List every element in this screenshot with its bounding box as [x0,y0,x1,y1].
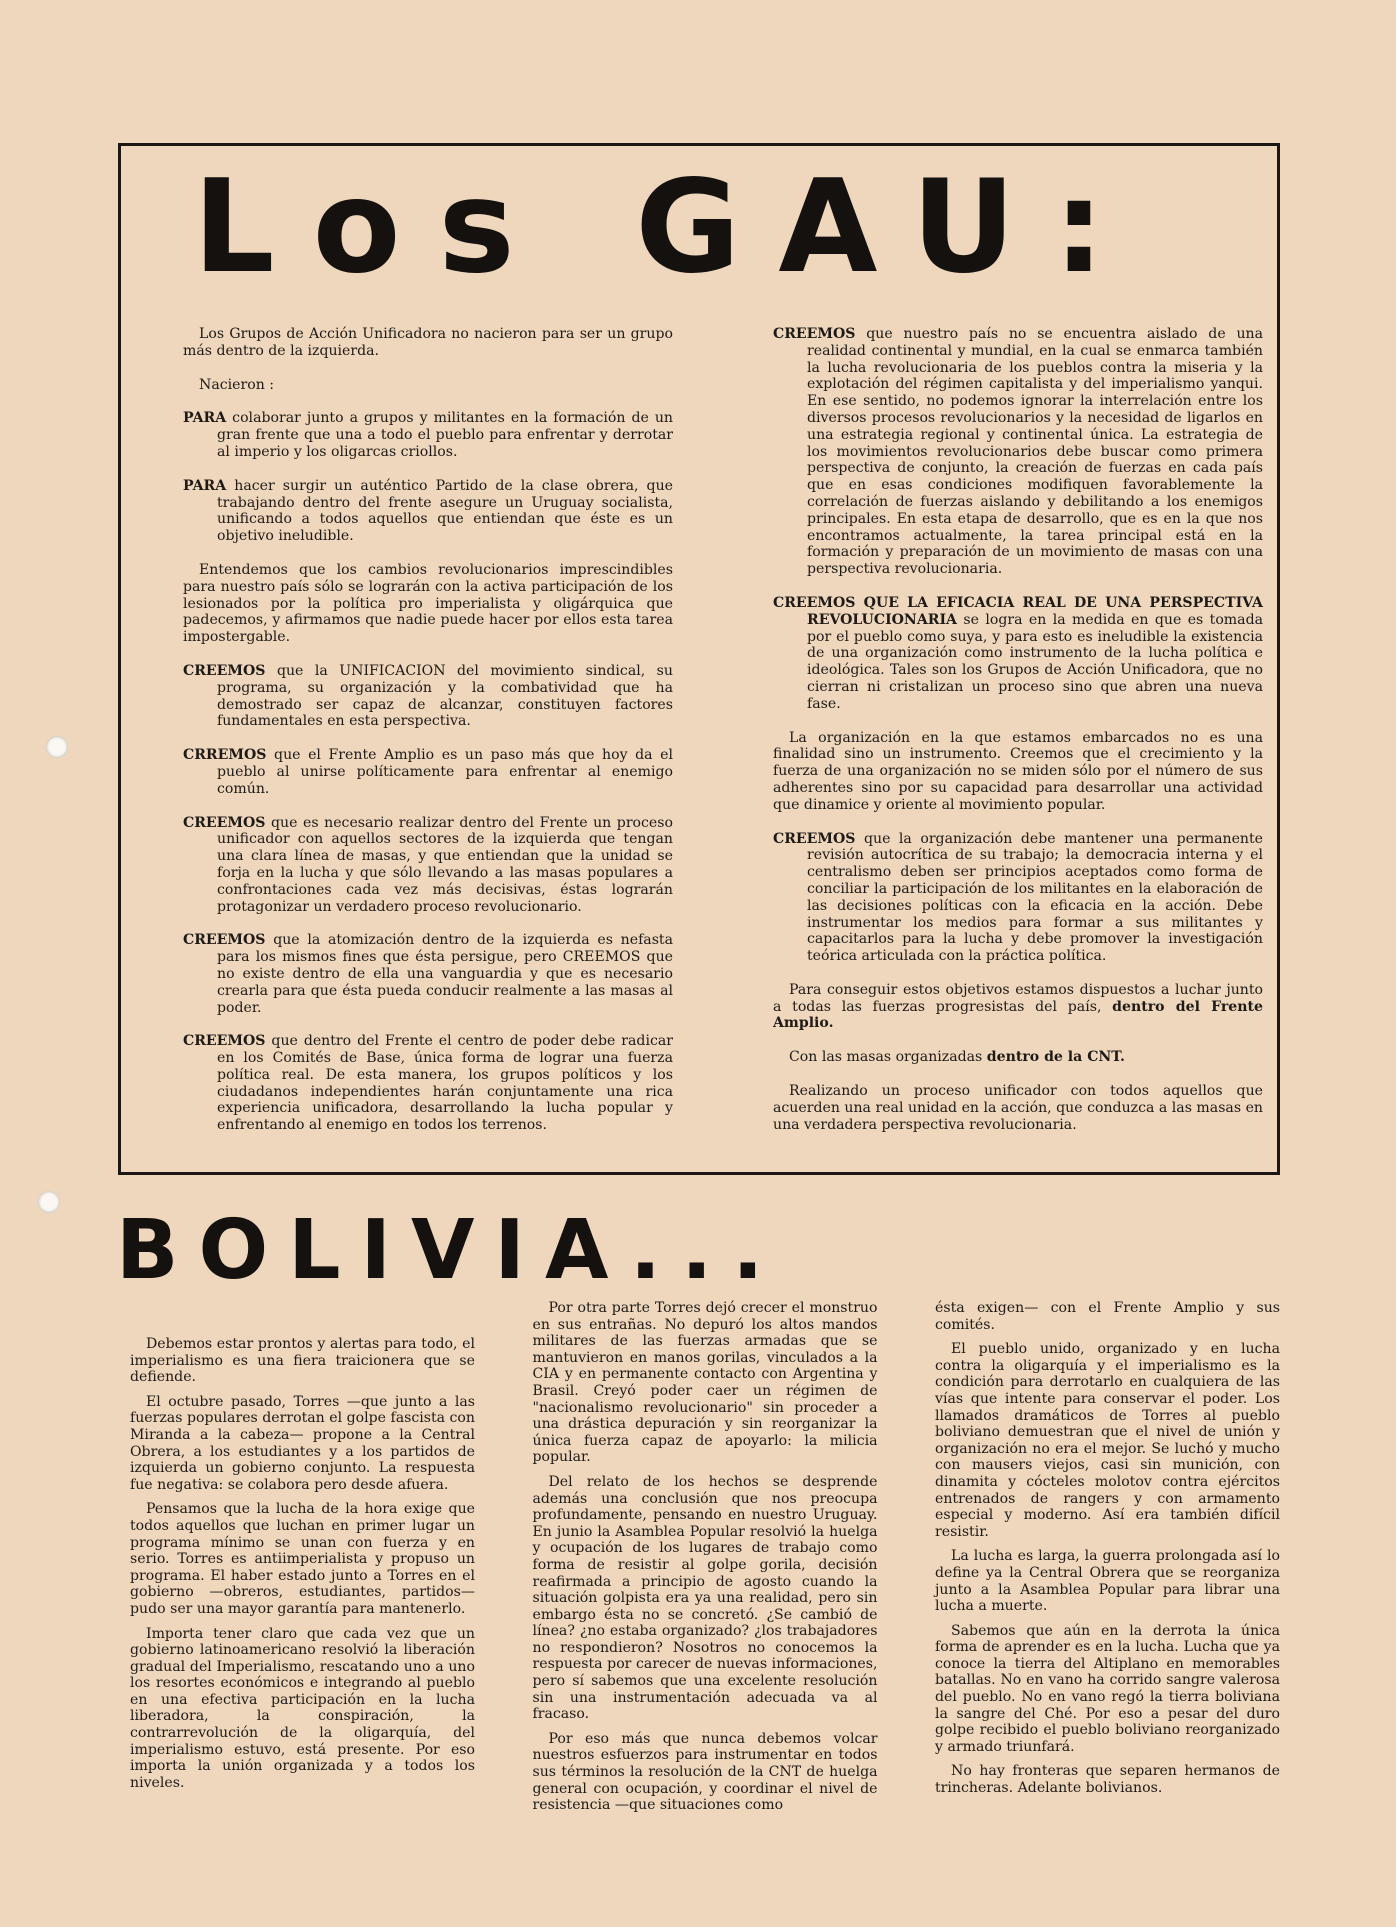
bolivia-paragraph: La lucha es larga, la guerra prolongada así lo define ya la Central Obrera que se reorganiza junto a la Asamblea Popular para librar una lucha a muerte. [935,1548,1280,1615]
bolivia-paragraph: ésta exigen— con el Frente Amplio y sus comités. [935,1300,1280,1333]
gau-paragraph-text: colaborar junto a grupos y militantes en la formación de un gran frente que una a todo el pueblo para enfrentar y derrotar al imperio y los oligarcas criollos. [217,410,673,460]
gau-paragraph-lead: PARA [183,477,227,494]
bolivia-headline: BOLIVIA... [116,1203,784,1298]
bolivia-paragraph: Por otra parte Torres dejó crecer el monstruo en sus entrañas. No depuró los altos mandos militares de las fuerzas armadas que se mantuvieron en manos gorilas, vinculados a la CIA y en permanente contacto con Argentina y Brasil. Creyó poder caer un régimen de "nacionalismo revolucionario" sin proceder a una drástica depuración y sin reorganizar la única fuerza capaz de apoyarlo: la milicia popular. [532,1300,878,1466]
gau-paragraph-lead: CREEMOS [183,1033,266,1050]
bolivia-paragraph: El octubre pasado, Torres —que junto a las fuerzas populares derrotan el golpe fascista con Miranda a la cabeza— propone a la Central Obrera, a los estudiantes y a los partidos de izquierda un gobierno conjunto. La respuesta fue negativa: se colabora pero desde afuera. [130,1393,475,1493]
bolivia-paragraph: Pensamos que la lucha de la hora exige que todos aquellos que luchan en primer lugar un programa mínimo se unan con fuerza y en serio. Torres es antiimperialista y propuso un programa. El haber estado junto a Torres en el gobierno —obreros, estudiantes, partidos— pudo ser una mayor garantía para mantenerlo. [130,1501,475,1617]
gau-paragraph-lead: CREEMOS [183,932,266,949]
gau-paragraph [183,377,673,394]
gau-paragraph-lead: CREEMOS [773,830,856,847]
gau-article-box [118,143,1280,1175]
bolivia-column-3 [935,1300,1280,1822]
gau-paragraph-lead: CREEMOS QUE LA EFICACIA REAL DE UNA PERSPECTIVA REVOLUCIONARIA [773,594,1263,628]
gau-paragraph [773,326,1263,578]
gau-paragraph-text: que el Frente Amplio es un paso más que hoy da el pueblo al unirse políticamente para enfrentar al enemigo común. [217,747,673,797]
gau-paragraph [773,982,1263,1032]
gau-paragraph [773,1049,1263,1066]
gau-paragraph-tail: dentro del Frente Amplio. [773,998,1263,1032]
gau-paragraph-lead: CREEMOS [773,326,856,342]
gau-paragraph [183,932,673,1016]
gau-paragraph-text: Los Grupos de Acción Unificadora no nacieron para ser un grupo más dentro de la izquierda. [183,326,673,359]
gau-headline: Los GAU: [193,153,1143,302]
gau-paragraph-text: hacer surgir un auténtico Partido de la clase obrera, que trabajando dentro del frente asegure un Uruguay socialista, unificando a todos aquellos que entiendan que éste es un objetivo ineludible. [217,477,673,545]
gau-paragraph-tail: dentro de la CNT. [986,1049,1125,1066]
gau-paragraph-text: Entendemos que los cambios revolucionarios imprescindibles para nuestro país sólo se lograrán con la activa participación de los lesionados por la política pro imperialista y oligárquica que padecemos, y afirmamos que nadie puede hacer por ellos esta tarea impostergable. [183,561,673,646]
bolivia-paragraph: Por eso más que nunca debemos volcar nuestros esfuerzos para instrumentar en todos sus términos la resolución de la CNT de huelga general con ocupación, y coordinar el nivel de resistencia —que situaciones como [532,1730,878,1814]
gau-paragraph-text: que nuestro país no se encuentra aislado de una realidad continental y mundial, en la cual se enmarca también la lucha revolucionaria de los pueblos contra la miseria y la explotación del régimen capitalista y del imperialismo yanqui. En ese sentido, no podemos ignorar la interrelación entre los diversos procesos revolucionarios y la necesidad de ligarlos en una estrategia regional y continental única. La estrategia de los movimientos revolucionarios debe buscar como primera perspectiva de conjunto, la creación de fuerzas en cada país que en esas condiciones modifiquen favorablemente la correlación de fuerzas aislando y debilitando a los enemigos principales. En esta etapa de desarrollo, que es en la que nos encontramos actualmente, la tarea principal está en la formación y preparación de un movimiento de masas con una perspectiva revolucionaria. [807,326,1263,578]
gau-paragraph [183,663,673,730]
bolivia-columns [130,1300,1280,1822]
gau-right-column [773,326,1263,1151]
bolivia-paragraph: Debemos estar prontos y alertas para todo, el imperialismo es una fiera traicionera que se defiende. [130,1336,475,1386]
gau-paragraph-text: Realizando un proceso unificador con todos aquellos que acuerden una real unidad en la acción, que conduzca a las masas en una verdadera perspectiva revolucionaria. [773,1083,1263,1133]
gau-paragraph [183,747,673,797]
bolivia-paragraph: El pueblo unido, organizado y en lucha contra la oligarquía y el imperialismo es la condición para derrotarlo en cualquiera de las vías que intente para conservar el poder. Los llamados dramáticos de Torres al pueblo boliviano demuestran que el nivel de unión y organización no era el mejor. Se luchó y mucho con mausers viejos, casi sin munición, con dinamita y cócteles molotov contra ejércitos entrenados de rangers y con armamento especial y moderno. Así era también difícil resistir. [935,1341,1280,1540]
gau-paragraph-lead: PARA [183,410,227,427]
gau-paragraph-lead: CREEMOS [183,814,266,831]
bolivia-paragraph: Importa tener claro que cada vez que un gobierno latinoamericano resolvió la liberación gradual del Imperialismo, rescatando uno a uno los resortes económicos e integrando al pueblo en una efectiva participación en la lucha liberadora, la conspiración, la contrarrevolución de la oligarquía, del imperialismo estuvo, está presente. Por eso importa la unión organizada y a todos los niveles. [130,1625,475,1791]
gau-paragraph-text: La organización en la que estamos embarcados no es una finalidad sino un instrumento. Creemos que el crecimiento y la fuerza de una organización no se miden sólo por el número de sus adherentes sino por su capacidad para desarrollar una actividad que dinamice y oriente al movimiento popular. [773,729,1263,813]
gau-paragraph-text: Nacieron : [199,376,275,393]
gau-paragraph-lead: CRREMOS [183,747,267,764]
gau-paragraph [773,595,1263,713]
gau-paragraph [183,478,673,545]
gau-left-column [183,326,673,1151]
gau-paragraph-lead: CREEMOS [183,662,266,679]
gau-paragraph [183,1033,673,1134]
bolivia-paragraph: Del relato de los hechos se desprende además una conclusión que nos preocupa profundamente, pensando en nuestro Uruguay. En junio la Asamblea Popular resolvió la huelga y ocupación de los lugares de trabajo como forma de resistir al golpe gorila, decisión reafirmada a principio de agosto cuando la situación golpista era ya una realidad, pero sin embargo ésta no se concretó. ¿Se cambió de línea? ¿no estaba organizado? ¿los trabajadores no respondieron? Nosotros no conocemos la respuesta por carecer de nuevas informaciones, pero sí sabemos que una excelente resolución sin una instrumentación adecuada va al fracaso. [532,1473,878,1723]
gau-paragraph [183,562,673,646]
gau-paragraph-text: que dentro del Frente el centro de poder debe radicar en los Comités de Base, única forma de lograr una fuerza política real. De esta manera, los grupos políticos y los ciudadanos independientes harán conjuntamente una rica experiencia unificadora, desarrollando la lucha popular y enfrentando al enemigo en todos los terrenos. [217,1033,673,1134]
gau-paragraph [773,1083,1263,1133]
bolivia-column-1 [130,1336,475,1822]
gau-paragraph-text: se logra en la medida en que es tomada por el pueblo como suya, y para esto es ineludible la existencia de una organización como instrumento de la lucha política e ideológica. Tales son los Grupos de Acción Unificadora, que no cierran ni cristalizan un proceso sino que abren una nueva fase. [807,611,1263,712]
gau-paragraph-text: que la UNIFICACION del movimiento sindical, su programa, su organización y la combatividad que ha demostrado ser capaz de alcanzar, constituyen factores fundamentales en esta perspectiva. [217,662,673,730]
gau-columns [183,326,1263,1151]
gau-paragraph-text: que es necesario realizar dentro del Frente un proceso unificador con aquellos sectores de la izquierda que tengan una clara línea de masas, y que entiendan que la unidad se forja en la lucha y que sólo llevando a las masas populares a confrontaciones cada vez más decisivas, éstas lograrán protagonizar un verdadero proceso revolucionario. [217,814,673,915]
gau-paragraph [183,815,673,916]
gau-paragraph [773,831,1263,965]
gau-paragraph-text: que la organización debe mantener una permanente revisión autocrítica de su trabajo; la democracia interna y el centralismo deben ser principios aceptados como forma de conciliar la participación de los militantes en la elaboración de las decisiones políticas con la eficacia en la acción. Debe instrumentar los medios para formar a sus militantes y capacitarlos para la lucha y debe promover la investigación teórica articulada con la práctica política. [807,830,1263,965]
bolivia-paragraph: No hay fronteras que separen hermanos de trincheras. Adelante bolivianos. [935,1763,1280,1797]
gau-paragraph-text: Para conseguir estos objetivos estamos dispuestos a luchar junto a todas las fuerzas progresistas del país, [773,981,1263,1015]
gau-paragraph [773,730,1263,814]
bolivia-column-2 [533,1300,878,1822]
gau-paragraph [183,410,673,460]
punch-hole-bottom [38,1191,60,1213]
gau-paragraph-text: Con las masas organizadas [789,1049,987,1066]
punch-hole-top [46,736,68,758]
gau-paragraph-text: que la atomización dentro de la izquierda es nefasta para los mismos fines que ésta persigue, pero CREEMOS que no existe dentro de ella una vanguardia y que es necesario crearla para que ésta pueda conducir realmente a las masas al poder. [217,932,673,1016]
gau-paragraph [183,326,673,360]
bolivia-paragraph: Sabemos que aún en la derrota la única forma de aprender es en la lucha. Lucha que ya conoce la tierra del Altiplano en memorables batallas. No en vano ha corrido sangre valerosa del pueblo. No en vano regó la tierra boliviana la sangre del Ché. Por eso a pesar del duro golpe recibido el pueblo boliviano reorganizado y armado triunfará. [935,1622,1280,1755]
